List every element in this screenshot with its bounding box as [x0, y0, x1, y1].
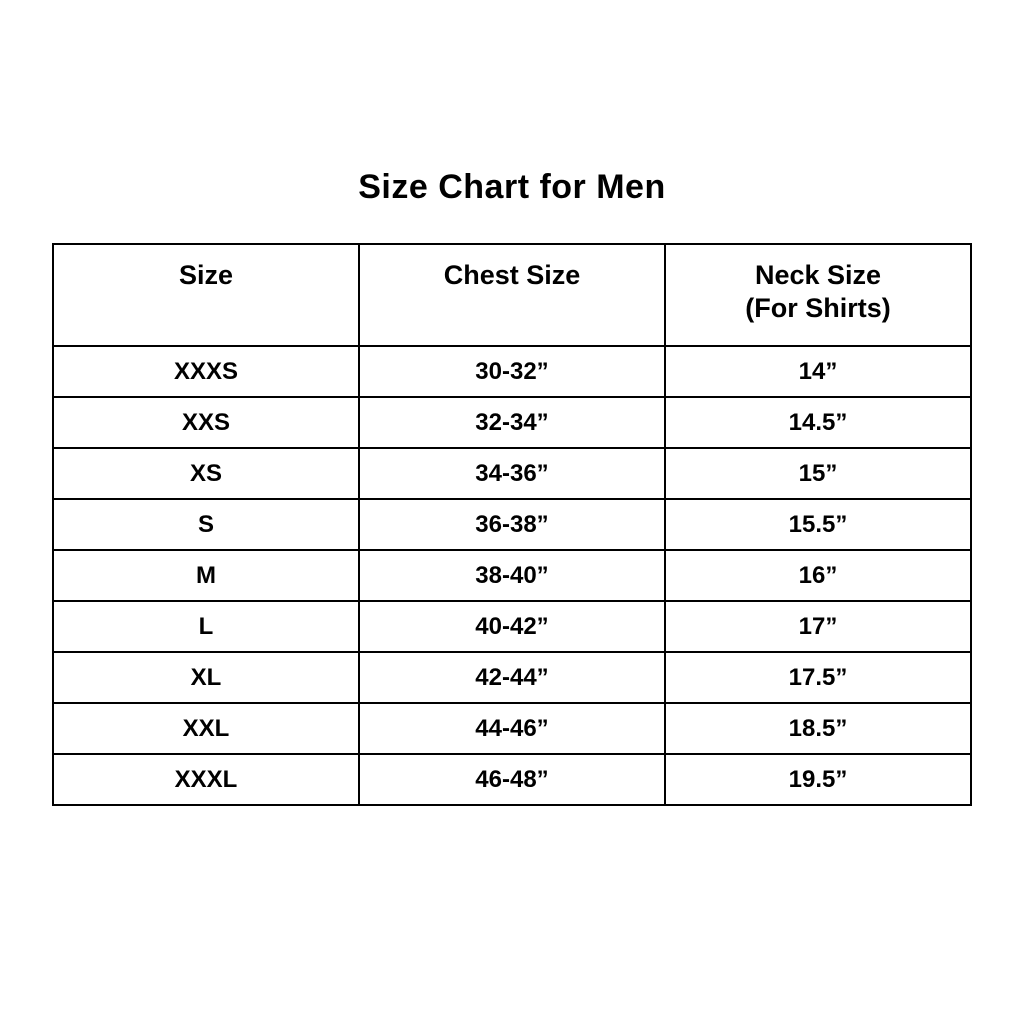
- neck-size-cell: 17.5”: [665, 652, 971, 703]
- neck-size-cell: 19.5”: [665, 754, 971, 805]
- table-row: [53, 397, 971, 448]
- table-row: [53, 754, 971, 805]
- size-cell: XXL: [53, 703, 359, 754]
- header-cell-chest-size: [359, 244, 665, 346]
- neck-size-cell: 15.5”: [665, 499, 971, 550]
- chest-size-cell: 40-42”: [359, 601, 665, 652]
- table-header-row: [53, 244, 971, 346]
- table-row: [53, 499, 971, 550]
- chest-size-cell: 46-48”: [359, 754, 665, 805]
- table-row: [53, 550, 971, 601]
- chest-size-cell: 32-34”: [359, 397, 665, 448]
- neck-size-cell: 14.5”: [665, 397, 971, 448]
- chest-size-cell: 38-40”: [359, 550, 665, 601]
- size-cell: XXXS: [53, 346, 359, 397]
- chest-size-cell: 36-38”: [359, 499, 665, 550]
- size-table: [52, 243, 972, 806]
- size-cell: XXS: [53, 397, 359, 448]
- size-cell: XL: [53, 652, 359, 703]
- chest-size-cell: 34-36”: [359, 448, 665, 499]
- neck-size-cell: 17”: [665, 601, 971, 652]
- chest-size-cell: 42-44”: [359, 652, 665, 703]
- table-row: [53, 703, 971, 754]
- table-row: [53, 346, 971, 397]
- size-cell: XS: [53, 448, 359, 499]
- header-chest-label: Chest Size: [443, 260, 581, 290]
- size-cell: M: [53, 550, 359, 601]
- neck-size-cell: 18.5”: [665, 703, 971, 754]
- neck-size-cell: 16”: [665, 550, 971, 601]
- size-cell: L: [53, 601, 359, 652]
- table-row: [53, 652, 971, 703]
- header-size-label: Size: [178, 260, 234, 290]
- size-cell: XXXL: [53, 754, 359, 805]
- page-title: Size Chart for Men: [358, 168, 666, 206]
- header-cell-size: [53, 244, 359, 346]
- table-row: [53, 448, 971, 499]
- neck-size-cell: 14”: [665, 346, 971, 397]
- header-cell-neck-size: [665, 244, 971, 346]
- table-row: [53, 601, 971, 652]
- size-cell: S: [53, 499, 359, 550]
- neck-size-cell: 15”: [665, 448, 971, 499]
- chest-size-cell: 44-46”: [359, 703, 665, 754]
- header-neck-label-line1: Neck Size: [754, 260, 882, 290]
- header-neck-label-line2: (For Shirts): [745, 293, 891, 323]
- chest-size-cell: 30-32”: [359, 346, 665, 397]
